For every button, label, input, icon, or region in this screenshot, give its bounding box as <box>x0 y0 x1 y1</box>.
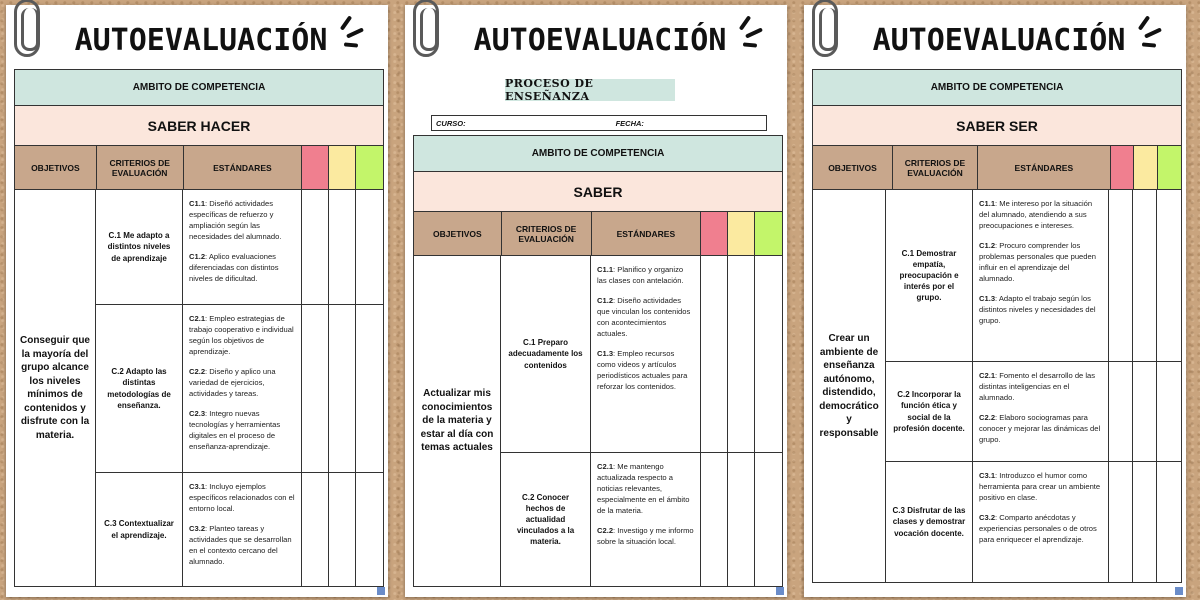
sheet-saber-hacer <box>6 5 388 597</box>
col-estandares: ESTÁNDARES <box>592 212 702 255</box>
col-objetivos: OBJETIVOS <box>414 212 502 255</box>
rating-cell-red[interactable] <box>701 453 728 586</box>
page-title: AUTOEVALUACIÓN <box>74 23 328 58</box>
ambito-header: AMBITO DE COMPETENCIA <box>414 136 782 172</box>
criterio-cell: C.3 Disfrutar de las clases y demostrar vocación docente. <box>886 462 973 582</box>
col-estandares: ESTÁNDARES <box>978 146 1111 189</box>
estandar-cell: C1.1: Me intereso por la situación del alumnado, atendiendo a sus preocupaciones e intereses. C1.2: Procuro comprender los problemas personales que pueden influir en el aprendizaje del alumnado. C1.3: Adapto el trabajo según los distintos niveles y necesidades del grupo. <box>973 190 1109 361</box>
saber-header: SABER <box>414 172 782 212</box>
col-rating-red <box>1111 146 1134 189</box>
proceso-label: PROCESO DE ENSEÑANZA <box>505 79 675 101</box>
sparkle-icon <box>735 13 775 53</box>
ambito-header: AMBITO DE COMPETENCIA <box>15 70 383 106</box>
estandar-cell: C2.1: Empleo estrategias de trabajo cooperativo e individual según los objetivos de aprendizaje. C2.2: Diseño y aplico una variedad de ejercicios, actividades y tareas. C2.3: Integro nuevas tecnologías y herramientas digitales en el proceso de enseñanza-aprendizaje. <box>183 305 302 472</box>
col-rating-green <box>755 212 782 255</box>
rating-cell-yellow[interactable] <box>329 190 356 304</box>
rating-cell-red[interactable] <box>302 305 329 472</box>
rating-cell-red[interactable] <box>1109 190 1133 361</box>
col-rating-yellow <box>1134 146 1157 189</box>
column-headers <box>813 146 1181 190</box>
rating-cell-green[interactable] <box>356 473 383 586</box>
evaluation-table <box>413 135 783 587</box>
objetivo-cell: Conseguir que la mayoría del grupo alcance los niveles mínimos de contenidos y disfrute con la materia. <box>15 190 96 586</box>
col-criterios: CRITERIOS DE EVALUACIÓN <box>97 146 184 189</box>
criterio-cell: C.2 Incorporar la función ética y social de la profesión docente. <box>886 362 973 461</box>
rating-cell-yellow[interactable] <box>1133 462 1157 582</box>
col-rating-green <box>1158 146 1181 189</box>
rating-cell-green[interactable] <box>356 305 383 472</box>
evaluation-table <box>14 69 384 587</box>
rating-cell-green[interactable] <box>1157 462 1181 582</box>
table-row <box>886 462 1181 582</box>
estandar-cell: C3.1: Incluyo ejemplos específicos relacionados con el entorno local. C3.2: Planteo tareas y actividades que se desarrollan en el contexto cercano del alumnado. <box>183 473 302 586</box>
fecha-label: FECHA: <box>615 118 644 128</box>
corner-mark <box>377 587 385 595</box>
objetivo-cell: Crear un ambiente de enseñanza autónomo, distendido, democrático y responsable <box>813 190 886 582</box>
col-rating-yellow <box>329 146 356 189</box>
criterio-cell: C.1 Me adapto a distintos niveles de aprendizaje <box>96 190 183 304</box>
col-objetivos: OBJETIVOS <box>15 146 97 189</box>
table-row <box>501 453 782 586</box>
rating-cell-green[interactable] <box>1157 362 1181 461</box>
col-estandares: ESTÁNDARES <box>184 146 303 189</box>
criterio-cell: C.3 Contextualizar el aprendizaje. <box>96 473 183 586</box>
rating-cell-yellow[interactable] <box>1133 190 1157 361</box>
table-row <box>501 256 782 453</box>
rating-cell-green[interactable] <box>1157 190 1181 361</box>
evaluation-table <box>812 69 1182 583</box>
criterio-cell: C.1 Preparo adecuadamente los contenidos <box>501 256 591 452</box>
col-criterios: CRITERIOS DE EVALUACIÓN <box>502 212 592 255</box>
rating-cell-red[interactable] <box>1109 362 1133 461</box>
paperclip-icon <box>413 0 439 57</box>
sparkle-icon <box>1134 13 1174 53</box>
table-row <box>886 190 1181 362</box>
estandar-cell: C3.1: Introduzco el humor como herramienta para crear un ambiente positivo en clase. C3.2: Comparto anécdotas y experiencias personales o de otros para enriquecer el aprendizaje. <box>973 462 1109 582</box>
curso-label: CURSO: <box>436 118 466 128</box>
criterio-cell: C.2 Adapto las distintas metodologías de enseñanza. <box>96 305 183 472</box>
sparkle-icon <box>336 13 376 53</box>
table-row <box>96 190 383 305</box>
sheet-saber-ser <box>804 5 1186 597</box>
estandar-cell: C2.1: Me mantengo actualizada respecto a noticias relevantes, especialmente en el ámbito de la materia. C2.2: Investigo y me informo sobre la situación local. <box>591 453 701 586</box>
table-row <box>886 362 1181 462</box>
rating-cell-yellow[interactable] <box>1133 362 1157 461</box>
rating-cell-yellow[interactable] <box>728 453 755 586</box>
corner-mark <box>1175 587 1183 595</box>
col-rating-red <box>302 146 329 189</box>
paperclip-icon <box>14 0 40 57</box>
rating-cell-red[interactable] <box>302 190 329 304</box>
rating-cell-green[interactable] <box>755 453 782 586</box>
column-headers <box>15 146 383 190</box>
curso-fecha-field[interactable] <box>431 115 767 131</box>
objetivo-cell: Actualizar mis conocimientos de la materia y estar al día con temas actuales <box>414 256 501 586</box>
rating-cell-yellow[interactable] <box>728 256 755 452</box>
saber-header: SABER SER <box>813 106 1181 146</box>
rating-cell-green[interactable] <box>356 190 383 304</box>
criterio-cell: C.1 Demostrar empatía, preocupación e interés por el grupo. <box>886 190 973 361</box>
col-criterios: CRITERIOS DE EVALUACIÓN <box>893 146 978 189</box>
table-row <box>96 473 383 586</box>
sheet-saber <box>405 5 787 597</box>
col-rating-red <box>701 212 728 255</box>
paperclip-icon <box>812 0 838 57</box>
rating-cell-yellow[interactable] <box>329 305 356 472</box>
ambito-header: AMBITO DE COMPETENCIA <box>813 70 1181 106</box>
col-rating-yellow <box>728 212 755 255</box>
table-row <box>96 305 383 473</box>
col-rating-green <box>356 146 383 189</box>
col-objetivos: OBJETIVOS <box>813 146 893 189</box>
rating-cell-yellow[interactable] <box>329 473 356 586</box>
rating-cell-red[interactable] <box>701 256 728 452</box>
rating-cell-green[interactable] <box>755 256 782 452</box>
page-title: AUTOEVALUACIÓN <box>872 23 1126 58</box>
rating-cell-red[interactable] <box>302 473 329 586</box>
estandar-cell: C1.1: Diseñó actividades específicas de refuerzo y ampliación según las necesidades del alumnado. C1.2: Aplico evaluaciones diferenciadas con distintos niveles de dificultad. <box>183 190 302 304</box>
column-headers <box>414 212 782 256</box>
page-title: AUTOEVALUACIÓN <box>473 23 727 58</box>
criterio-cell: C.2 Conocer hechos de actualidad vinculados a la materia. <box>501 453 591 586</box>
estandar-cell: C2.1: Fomento el desarrollo de las distintas inteligencias en el alumnado. C2.2: Elaboro sociogramas para conocer y mejorar las dinámicas del grupo. <box>973 362 1109 461</box>
rating-cell-red[interactable] <box>1109 462 1133 582</box>
saber-header: SABER HACER <box>15 106 383 146</box>
estandar-cell: C1.1: Planifico y organizo las clases con antelación. C1.2: Diseño actividades que vinculan los contenidos con acontecimientos actuales. C1.3: Empleo recursos como videos y artículos periodísticos actuales para reforzar los contenidos. <box>591 256 701 452</box>
corner-mark <box>776 587 784 595</box>
